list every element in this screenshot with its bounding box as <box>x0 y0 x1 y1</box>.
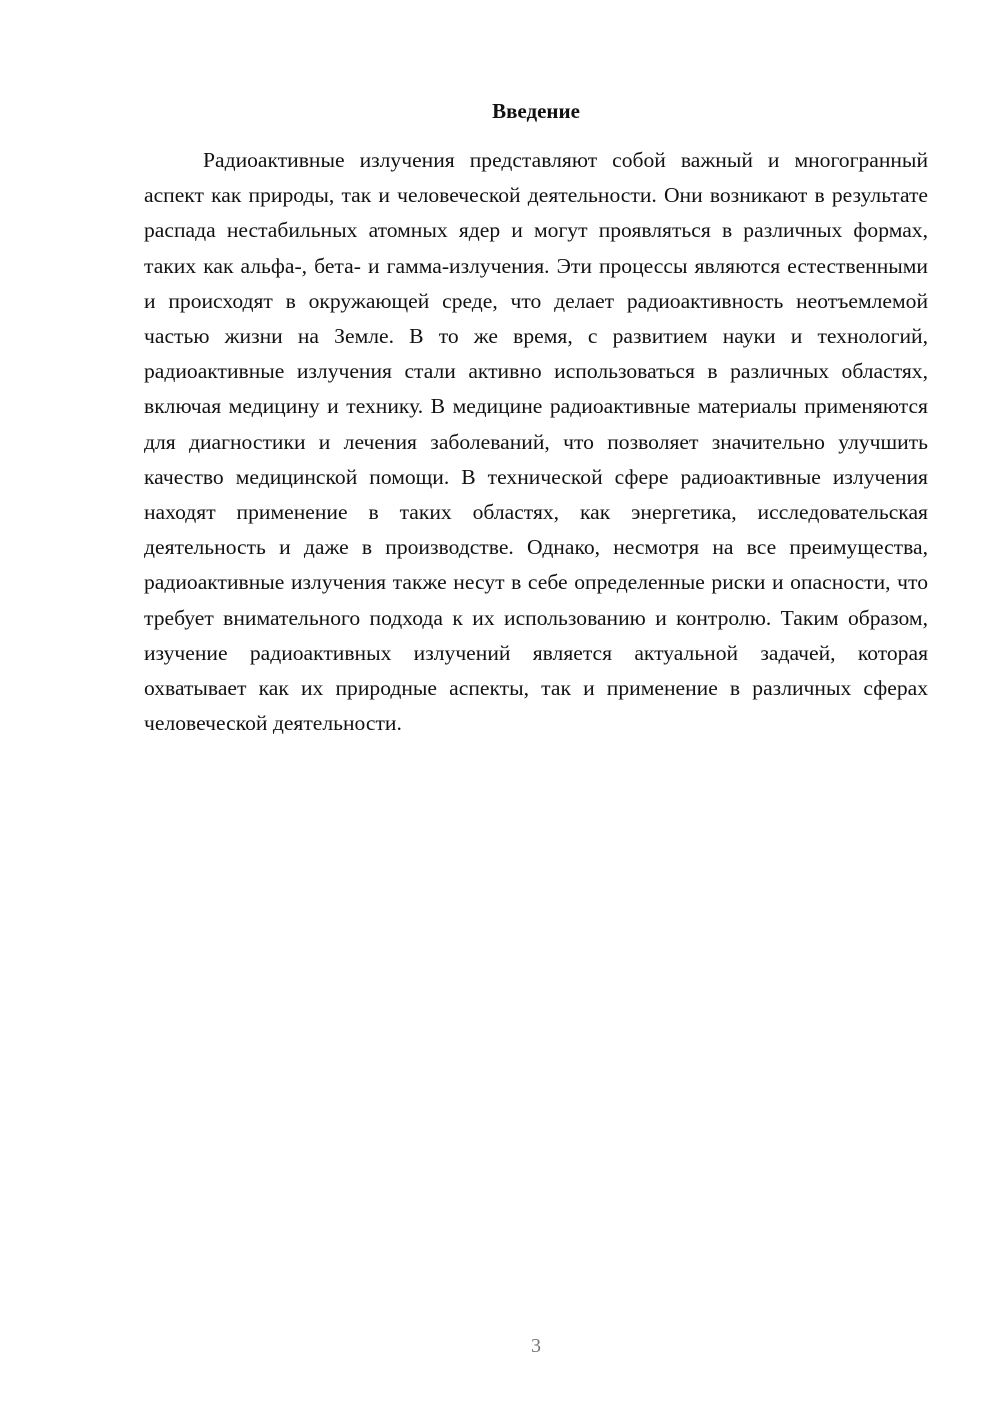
page-number: 3 <box>531 1335 541 1357</box>
section-heading: Введение <box>492 99 580 123</box>
intro-paragraph: Радиоактивные излучения представляют собой важный и многогранный аспект как природы, так и человеческой деятельности. Они возникают в результате распада нестабильных атомных ядер и могут проявляться в различных формах, таких как альфа-, бета- и гамма-излучения. Эти процессы являются естественными и происходят в окружающей среде, что делает радиоактивность неотъемлемой частью жизни на Земле. В то же время, с развитием науки и технологий, радиоактивные излучения стали активно использоваться в различных областях, включая медицину и технику. В медицине радиоактивные материалы применяются для диагностики и лечения заболеваний, что позволяет значительно улучшить качество медицинской помощи. В технической сфере радиоактивные излучения находят применение в таких областях, как энергетика, исследовательская деятельность и даже в производстве. Однако, несмотря на все преимущества, радиоактивные излучения также несут в себе определенные риски и опасности, что требует внимательного подхода к их использованию и контролю. Таким образом, изучение радиоактивных излучений является актуальной задачей, которая охватывает как их природные аспекты, так и применение в различных сферах человеческой деятельности. <box>144 148 928 736</box>
